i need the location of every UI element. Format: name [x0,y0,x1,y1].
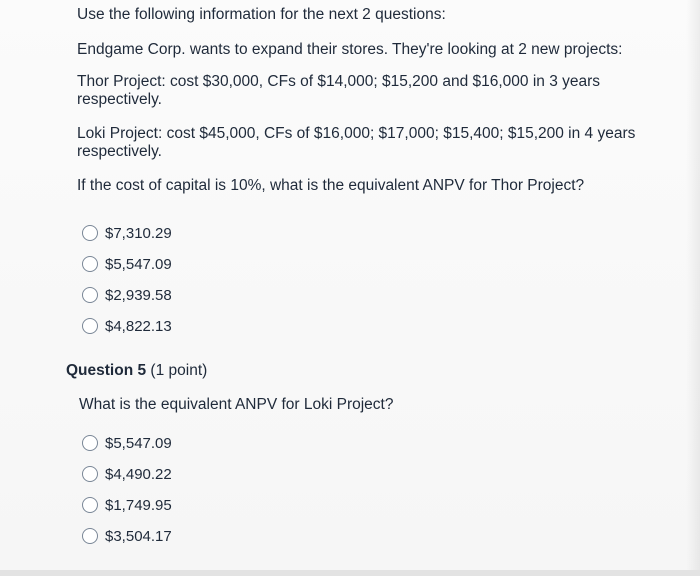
q5-option-3[interactable] [82,494,172,516]
intro-header: Use the following information for the next 2 questions: [77,6,446,23]
q4-option-3[interactable] [82,284,172,306]
option-label: $4,822.13 [105,317,172,335]
radio-button[interactable] [82,256,98,272]
radio-button[interactable] [82,528,98,544]
radio-button[interactable] [82,466,98,482]
q5-option-4[interactable] [82,525,172,547]
option-label: $2,939.58 [105,286,172,304]
q5-option-1[interactable] [82,432,172,454]
q5-option-2[interactable] [82,463,172,485]
q4-option-2[interactable] [82,253,172,275]
option-label: $4,490.22 [105,465,172,483]
q4-option-4[interactable] [82,315,172,337]
radio-button[interactable] [82,318,98,334]
thor-project-info: Thor Project: cost $30,000, CFs of $14,000; $15,200 and $16,000 in 3 years respectively. [77,73,601,108]
question-4-text: If the cost of capital is 10%, what is the equivalent ANPV for Thor Project? [77,177,585,194]
question-points: (1 point) [150,362,208,379]
bottom-divider [0,570,700,576]
question-number: Question 5 [66,362,147,379]
option-label: $1,749.95 [105,496,172,514]
question-5-text: What is the equivalent ANPV for Loki Project? [79,396,394,413]
option-label: $7,310.29 [105,224,172,242]
option-label: $3,504.17 [105,527,172,545]
question-5-heading [66,362,207,380]
radio-button[interactable] [82,287,98,303]
page-edge-shadow [686,0,700,576]
q4-option-1[interactable] [82,222,172,244]
radio-button[interactable] [82,435,98,451]
company-description: Endgame Corp. wants to expand their stores. They're looking at 2 new projects: [77,41,623,58]
loki-project-info: Loki Project: cost $45,000, CFs of $16,000; $17,000; $15,400; $15,200 in 4 years respectively. [77,125,636,160]
option-label: $5,547.09 [105,255,172,273]
radio-button[interactable] [82,225,98,241]
option-label: $5,547.09 [105,434,172,452]
radio-button[interactable] [82,497,98,513]
